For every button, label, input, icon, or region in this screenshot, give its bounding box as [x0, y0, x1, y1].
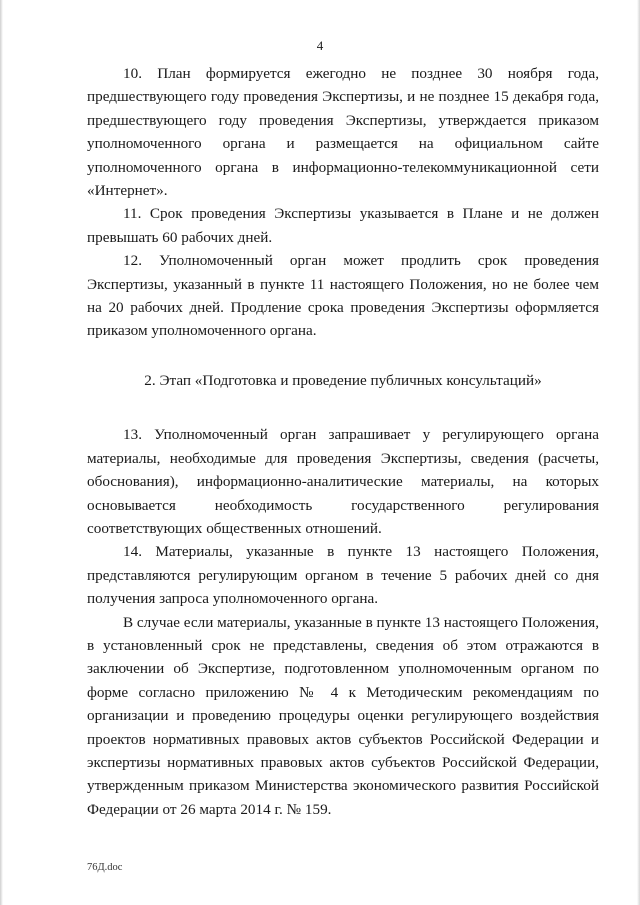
paragraph-12: 12. Уполномоченный орган может продлить срок проведения Экспертизы, указанный в пункте 11 настоящего Положения, но не более чем на 20 рабочих дней. Продление срока проведения Экспертизы оформляется приказом уполномоченного органа.: [87, 252, 599, 340]
paragraph-14-note: В случае если материалы, указанные в пункте 13 настоящего Положения, в установленный срок не представлены, сведения об этом отражаются в заключении об Экспертизе, подготовленном уполномоченным органом по форме согласно приложению № 4 к Методическим рекомендациям по организации и проведению процедуры оценки регулирующего воздействия проектов нормативных правовых актов субъектов Российской Федерации и экспертизы нормативных правовых актов субъектов Российской Федерации, утвержденным приказом Министерства экономического развития Российской Федерации от 26 марта 2014 г. № 159.: [87, 613, 599, 818]
paragraph-11: 11. Срок проведения Экспертизы указывается в Плане и не должен превышать 60 рабочих дней.: [87, 205, 599, 246]
scan-edge-left: [0, 0, 3, 905]
section-heading: 2. Этап «Подготовка и проведение публичных консультаций»: [144, 371, 542, 389]
paragraph-10: 10. План формируется ежегодно не позднее 30 ноября года, предшествующего году проведения Экспертизы, и не позднее 15 декабря года, предшествующего году проведения Экспертизы, утверждается приказом уполномоченного органа и размещается на официальном сайте уполномоченного органа в информационно-телекоммуникационной сети «Интернет».: [87, 65, 599, 200]
document-body: [87, 62, 599, 821]
page-number: 4: [316, 38, 324, 53]
paragraph-13: 13. Уполномоченный орган запрашивает у регулирующего органа материалы, необходимые для проведения Экспертизы, сведения (расчеты, обоснования), информационно-аналитические материалы, на которых основывается необходимость государственного регулирования соответствующих общественных отношений.: [87, 426, 599, 537]
footer-filename: 76Д.doc: [87, 862, 123, 873]
paragraph-14: 14. Материалы, указанные в пункте 13 настоящего Положения, представляются регулирующим органом в течение 5 рабочих дней со дня получения запроса уполномоченного органа.: [87, 543, 599, 608]
